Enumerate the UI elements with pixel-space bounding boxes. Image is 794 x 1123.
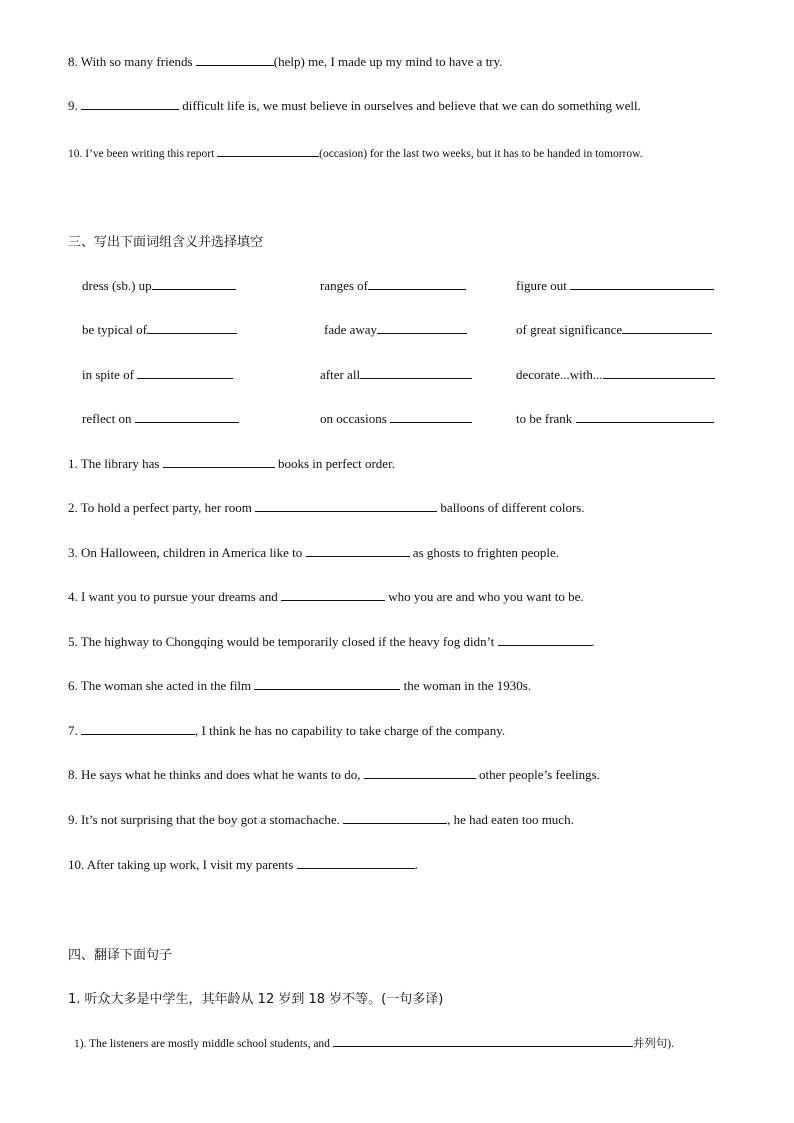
- phrase-blank[interactable]: [377, 321, 467, 334]
- question-text: , I think he has no capability to take charge of the company.: [195, 723, 506, 738]
- answer-blank[interactable]: [297, 856, 415, 869]
- question-2-8: [68, 53, 503, 70]
- question-3-3: [68, 544, 559, 561]
- phrase-blank[interactable]: [603, 366, 715, 379]
- phrase-item: [82, 366, 233, 383]
- question-2-10: [68, 144, 643, 162]
- phrase-blank[interactable]: [368, 277, 466, 290]
- phrase-text: figure out: [516, 278, 567, 293]
- question-text: 7.: [68, 723, 81, 738]
- answer-blank[interactable]: [306, 544, 410, 557]
- question-text: 4. I want you to pursue your dreams and: [68, 589, 282, 604]
- phrase-text: on occasions: [320, 411, 387, 426]
- phrase-item: [324, 321, 467, 338]
- question-text: (occasion) for the last two weeks, but it has to be handed in tomorrow.: [319, 148, 643, 160]
- phrase-text: after all: [320, 367, 361, 382]
- phrase-item: [516, 321, 712, 338]
- answer-blank[interactable]: [343, 811, 447, 824]
- phrase-item: [82, 410, 239, 427]
- phrase-blank[interactable]: [152, 277, 236, 290]
- phrase-text: ranges of: [320, 278, 369, 293]
- question-text: 1). The listeners are mostly middle school students, and: [74, 1038, 333, 1050]
- question-text: .: [414, 857, 418, 872]
- phrase-text: reflect on: [82, 411, 132, 426]
- answer-blank[interactable]: [255, 499, 437, 512]
- question-text: 9.: [68, 98, 81, 113]
- section-3-title: 三、写出下面词组含义并选择填空: [68, 235, 264, 250]
- question-text: who you are and who you want to be.: [385, 589, 584, 604]
- question-text: 10. I’ve been writing this report: [68, 148, 218, 160]
- answer-blank[interactable]: [217, 144, 319, 157]
- question-3-2: [68, 499, 585, 516]
- answer-blank[interactable]: [196, 53, 274, 66]
- phrase-text: dress (sb.) up: [82, 278, 152, 293]
- question-text: 10. After taking up work, I visit my parents: [68, 857, 297, 872]
- phrase-item: [516, 366, 715, 383]
- section-4-title: 四、翻译下面句子: [68, 948, 173, 963]
- phrase-item: [320, 410, 472, 427]
- question-text: 3. On Halloween, children in America like to: [68, 545, 306, 560]
- question-4-1-sub: [74, 1034, 674, 1052]
- question-text: 5. The highway to Chongqing would be temporarily closed if the heavy fog didn’t: [68, 634, 498, 649]
- phrase-item: [320, 366, 472, 383]
- phrase-blank[interactable]: [137, 366, 233, 379]
- phrase-blank[interactable]: [622, 321, 712, 334]
- question-text: 9. It’s not surprising that the boy got a stomachache.: [68, 812, 344, 827]
- answer-blank[interactable]: [498, 633, 592, 646]
- question-3-7: [68, 722, 505, 739]
- phrase-text: fade away: [324, 322, 378, 337]
- question-text: .: [591, 634, 595, 649]
- question-text: , he had eaten too much.: [447, 812, 574, 827]
- question-text: 1. The library has: [68, 456, 163, 471]
- answer-blank[interactable]: [81, 97, 179, 110]
- phrase-item: [82, 321, 237, 338]
- question-text: 2. To hold a perfect party, her room: [68, 500, 256, 515]
- phrase-blank[interactable]: [570, 277, 714, 290]
- question-3-4: [68, 588, 584, 605]
- phrase-blank[interactable]: [390, 410, 472, 423]
- phrase-blank[interactable]: [576, 410, 714, 423]
- question-text: other people’s feelings.: [475, 767, 600, 782]
- question-text: 并列句).: [632, 1038, 675, 1050]
- answer-blank[interactable]: [254, 677, 400, 690]
- question-text: 8. With so many friends: [68, 54, 196, 69]
- phrase-text: to be frank: [516, 411, 573, 426]
- question-text: difficult life is, we must believe in ourselves and believe that we can do something well.: [179, 98, 641, 113]
- phrase-blank[interactable]: [135, 410, 239, 423]
- question-3-9: [68, 811, 574, 828]
- question-3-8: [68, 766, 600, 783]
- phrase-item: [320, 277, 466, 294]
- phrase-item: [516, 277, 714, 294]
- question-text: books in perfect order.: [274, 456, 395, 471]
- answer-blank[interactable]: [364, 766, 476, 779]
- answer-blank[interactable]: [163, 455, 275, 468]
- question-3-1: [68, 455, 395, 472]
- question-text: the woman in the 1930s.: [400, 678, 532, 693]
- phrase-item: [516, 410, 714, 427]
- question-text: 6. The woman she acted in the film: [68, 678, 255, 693]
- question-text: 8. He says what he thinks and does what he wants to do,: [68, 767, 364, 782]
- question-text: (help) me, I made up my mind to have a try.: [273, 54, 503, 69]
- answer-blank[interactable]: [81, 722, 195, 735]
- phrase-blank[interactable]: [147, 321, 237, 334]
- question-text: balloons of different colors.: [437, 500, 585, 515]
- question-2-9: [68, 97, 641, 114]
- question-4-1: 1. 听众大多是中学生，其年龄从 12 岁到 18 岁不等。(一句多译): [68, 992, 444, 1007]
- question-3-5: [68, 633, 595, 650]
- phrase-text: decorate...with...: [516, 367, 603, 382]
- phrase-item: [82, 277, 236, 294]
- question-text: as ghosts to frighten people.: [409, 545, 560, 560]
- phrase-text: in spite of: [82, 367, 134, 382]
- question-3-6: [68, 677, 531, 694]
- answer-blank[interactable]: [281, 588, 385, 601]
- phrase-blank[interactable]: [360, 366, 472, 379]
- question-3-10: [68, 856, 418, 873]
- answer-blank[interactable]: [333, 1034, 633, 1047]
- phrase-text: of great significance: [516, 322, 623, 337]
- phrase-text: be typical of: [82, 322, 147, 337]
